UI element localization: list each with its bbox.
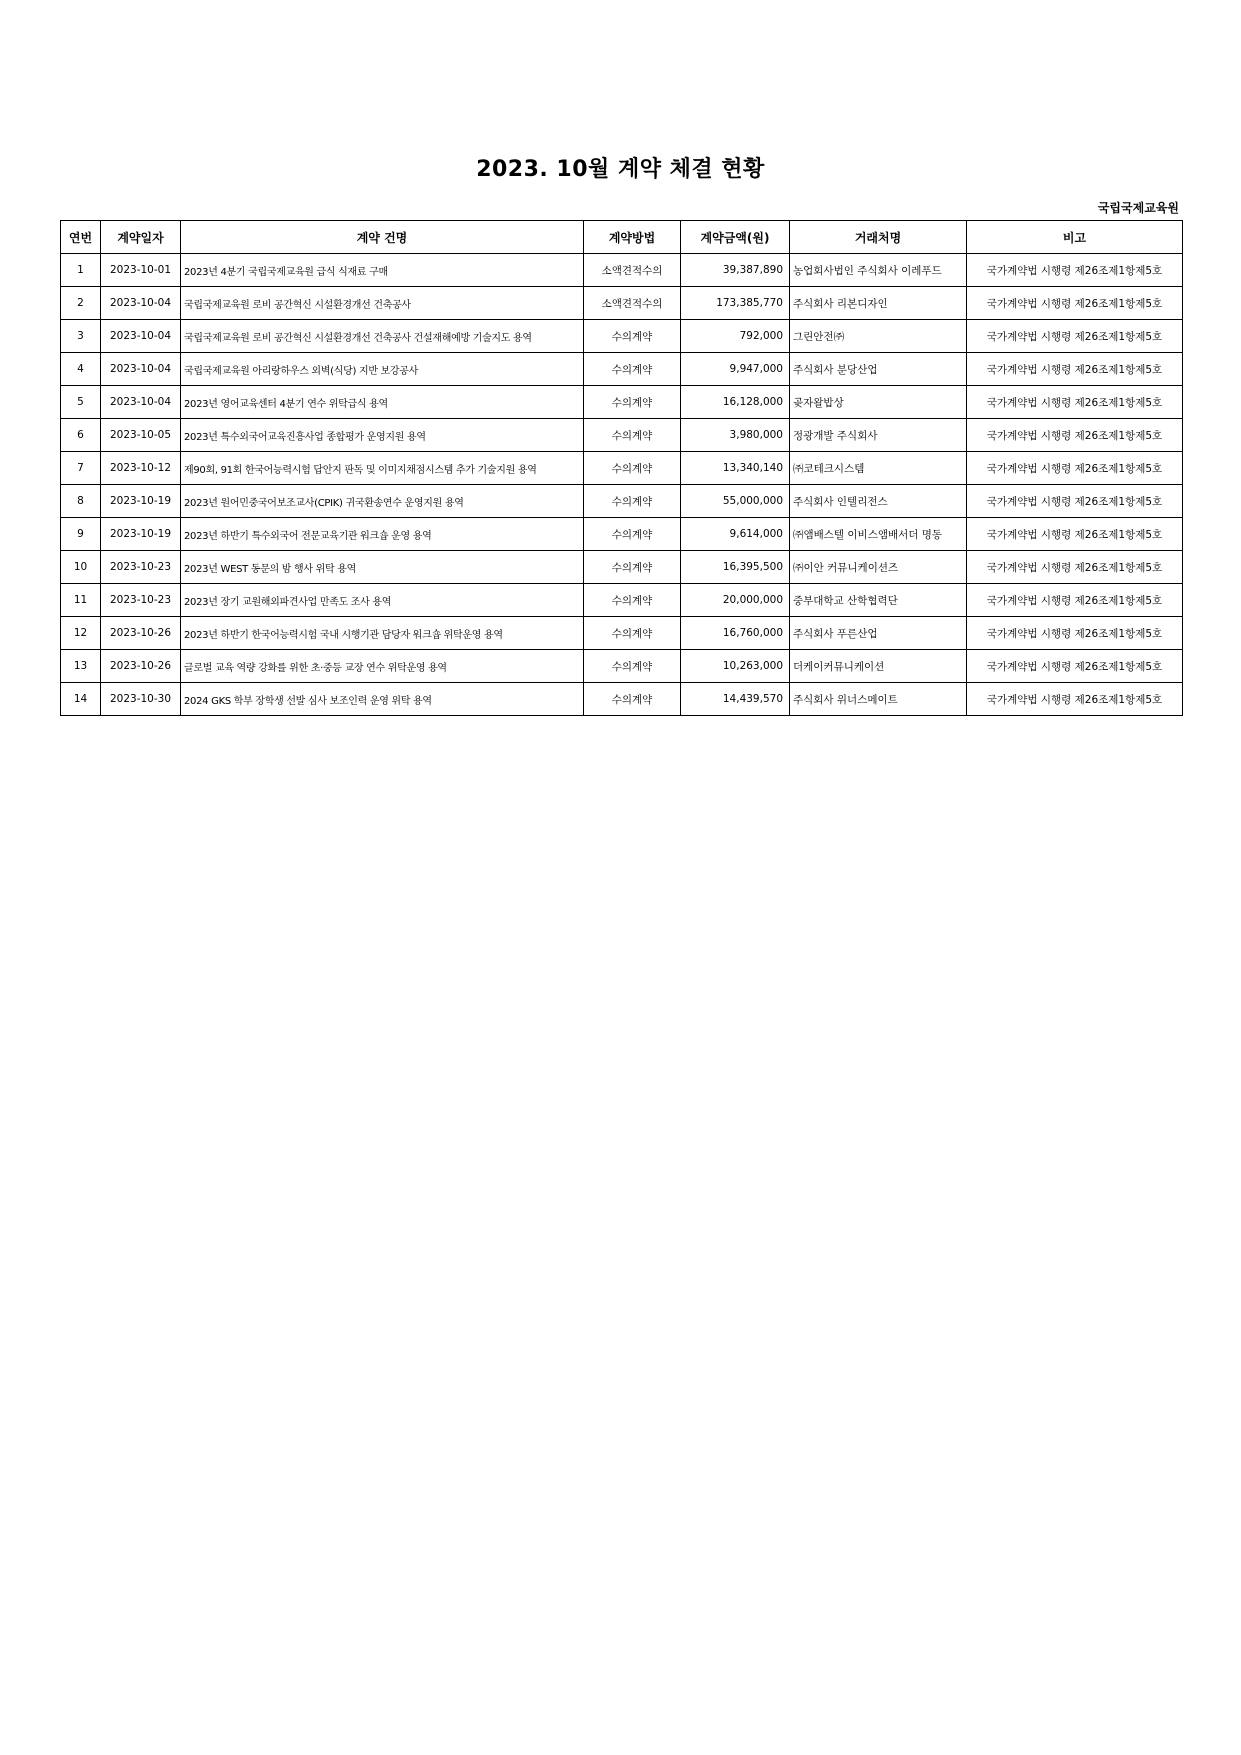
cell-no: 4 [61, 353, 101, 386]
cell-method: 수의계약 [584, 386, 681, 419]
cell-vendor: ㈜코테크시스템 [790, 452, 967, 485]
cell-amount: 9,947,000 [681, 353, 790, 386]
cell-note: 국가계약법 시행령 제26조제1항제5호 [967, 386, 1183, 419]
cell-no: 9 [61, 518, 101, 551]
cell-amount: 16,395,500 [681, 551, 790, 584]
cell-method: 수의계약 [584, 650, 681, 683]
cell-vendor: 정광개발 주식회사 [790, 419, 967, 452]
cell-date: 2023-10-19 [101, 485, 181, 518]
cell-no: 13 [61, 650, 101, 683]
cell-no: 5 [61, 386, 101, 419]
cell-amount: 16,128,000 [681, 386, 790, 419]
cell-date: 2023-10-04 [101, 386, 181, 419]
cell-vendor: 곶자왈밥상 [790, 386, 967, 419]
cell-vendor: 농업회사법인 주식회사 이레푸드 [790, 254, 967, 287]
cell-vendor: 중부대학교 산학협력단 [790, 584, 967, 617]
cell-vendor: 주식회사 분당산업 [790, 353, 967, 386]
header-no: 연번 [61, 221, 101, 254]
cell-note: 국가계약법 시행령 제26조제1항제5호 [967, 584, 1183, 617]
cell-no: 3 [61, 320, 101, 353]
header-amount: 계약금액(원) [681, 221, 790, 254]
cell-no: 12 [61, 617, 101, 650]
cell-method: 수의계약 [584, 584, 681, 617]
organization-name: 국립국제교육원 [1097, 201, 1179, 215]
cell-date: 2023-10-12 [101, 452, 181, 485]
cell-amount: 16,760,000 [681, 617, 790, 650]
cell-note: 국가계약법 시행령 제26조제1항제5호 [967, 683, 1183, 716]
cell-contract-name: 2023년 원어민중국어보조교사(CPIK) 귀국환송연수 운영지원 용역 [181, 485, 584, 518]
cell-contract-name: 2023년 하반기 특수외국어 전문교육기관 워크숍 운영 용역 [181, 518, 584, 551]
cell-note: 국가계약법 시행령 제26조제1항제5호 [967, 518, 1183, 551]
cell-amount: 3,980,000 [681, 419, 790, 452]
cell-contract-name: 2024 GKS 학부 장학생 선발 심사 보조인력 운영 위탁 용역 [181, 683, 584, 716]
cell-method: 수의계약 [584, 452, 681, 485]
cell-amount: 55,000,000 [681, 485, 790, 518]
cell-method: 수의계약 [584, 518, 681, 551]
table-row [61, 287, 1183, 320]
cell-contract-name: 2023년 하반기 한국어능력시험 국내 시행기관 담당자 워크숍 위탁운영 용역 [181, 617, 584, 650]
cell-vendor: 주식회사 푸른산업 [790, 617, 967, 650]
cell-vendor: 주식회사 위너스메이트 [790, 683, 967, 716]
cell-contract-name: 2023년 장기 교원해외파견사업 만족도 조사 용역 [181, 584, 584, 617]
cell-contract-name: 2023년 영어교육센터 4분기 연수 위탁급식 용역 [181, 386, 584, 419]
cell-date: 2023-10-26 [101, 650, 181, 683]
cell-vendor: 주식회사 리본디자인 [790, 287, 967, 320]
cell-amount: 9,614,000 [681, 518, 790, 551]
cell-method: 수의계약 [584, 683, 681, 716]
cell-method: 수의계약 [584, 551, 681, 584]
table-row [61, 518, 1183, 551]
cell-no: 1 [61, 254, 101, 287]
cell-vendor: ㈜이안 커뮤니케이션즈 [790, 551, 967, 584]
cell-no: 10 [61, 551, 101, 584]
cell-vendor: 그린안전㈜ [790, 320, 967, 353]
cell-date: 2023-10-01 [101, 254, 181, 287]
cell-method: 수의계약 [584, 485, 681, 518]
cell-no: 7 [61, 452, 101, 485]
header-contract-name: 계약 건명 [181, 221, 584, 254]
table-row [61, 650, 1183, 683]
cell-amount: 10,263,000 [681, 650, 790, 683]
cell-date: 2023-10-26 [101, 617, 181, 650]
cell-note: 국가계약법 시행령 제26조제1항제5호 [967, 254, 1183, 287]
cell-contract-name: 국립국제교육원 로비 공간혁신 시설환경개선 건축공사 [181, 287, 584, 320]
table-row [61, 254, 1183, 287]
cell-method: 수의계약 [584, 320, 681, 353]
cell-note: 국가계약법 시행령 제26조제1항제5호 [967, 419, 1183, 452]
cell-amount: 173,385,770 [681, 287, 790, 320]
cell-note: 국가계약법 시행령 제26조제1항제5호 [967, 287, 1183, 320]
cell-amount: 14,439,570 [681, 683, 790, 716]
cell-vendor: 주식회사 인텔리전스 [790, 485, 967, 518]
table-row [61, 320, 1183, 353]
cell-date: 2023-10-04 [101, 287, 181, 320]
header-method: 계약방법 [584, 221, 681, 254]
cell-vendor: 더케이커뮤니케이션 [790, 650, 967, 683]
table-row [61, 419, 1183, 452]
table-header-row [61, 221, 1183, 254]
cell-contract-name: 국립국제교육원 로비 공간혁신 시설환경개선 건축공사 건설재해예방 기술지도 용역 [181, 320, 584, 353]
page-title: 2023. 10월 계약 체결 현황 [476, 157, 765, 182]
cell-no: 6 [61, 419, 101, 452]
table-row [61, 485, 1183, 518]
cell-note: 국가계약법 시행령 제26조제1항제5호 [967, 485, 1183, 518]
cell-contract-name: 글로벌 교육 역량 강화를 위한 초·중등 교장 연수 위탁운영 용역 [181, 650, 584, 683]
header-vendor: 거래처명 [790, 221, 967, 254]
cell-amount: 39,387,890 [681, 254, 790, 287]
cell-amount: 20,000,000 [681, 584, 790, 617]
cell-date: 2023-10-05 [101, 419, 181, 452]
table-row [61, 452, 1183, 485]
cell-method: 수의계약 [584, 617, 681, 650]
cell-amount: 792,000 [681, 320, 790, 353]
table-row [61, 386, 1183, 419]
cell-method: 수의계약 [584, 353, 681, 386]
contract-table [60, 220, 1183, 716]
table-row [61, 683, 1183, 716]
cell-contract-name: 2023년 WEST 동문의 밤 행사 위탁 용역 [181, 551, 584, 584]
cell-note: 국가계약법 시행령 제26조제1항제5호 [967, 650, 1183, 683]
cell-date: 2023-10-23 [101, 584, 181, 617]
header-note: 비고 [967, 221, 1183, 254]
cell-note: 국가계약법 시행령 제26조제1항제5호 [967, 320, 1183, 353]
cell-date: 2023-10-04 [101, 320, 181, 353]
cell-contract-name: 2023년 4분기 국립국제교육원 급식 식재료 구매 [181, 254, 584, 287]
cell-no: 8 [61, 485, 101, 518]
header-date: 계약일자 [101, 221, 181, 254]
cell-note: 국가계약법 시행령 제26조제1항제5호 [967, 551, 1183, 584]
cell-note: 국가계약법 시행령 제26조제1항제5호 [967, 353, 1183, 386]
cell-date: 2023-10-30 [101, 683, 181, 716]
cell-note: 국가계약법 시행령 제26조제1항제5호 [967, 452, 1183, 485]
cell-contract-name: 2023년 특수외국어교육진흥사업 종합평가 운영지원 용역 [181, 419, 584, 452]
cell-note: 국가계약법 시행령 제26조제1항제5호 [967, 617, 1183, 650]
table-row [61, 353, 1183, 386]
cell-contract-name: 제90회, 91회 한국어능력시험 답안지 판독 및 이미지채점시스템 추가 기술지원 용역 [181, 452, 584, 485]
cell-method: 소액견적수의 [584, 287, 681, 320]
cell-method: 소액견적수의 [584, 254, 681, 287]
cell-method: 수의계약 [584, 419, 681, 452]
table-row [61, 584, 1183, 617]
cell-amount: 13,340,140 [681, 452, 790, 485]
cell-vendor: ㈜앰배스텔 이비스앰배서더 명동 [790, 518, 967, 551]
cell-no: 14 [61, 683, 101, 716]
cell-no: 11 [61, 584, 101, 617]
cell-date: 2023-10-04 [101, 353, 181, 386]
cell-date: 2023-10-23 [101, 551, 181, 584]
table-row [61, 551, 1183, 584]
table-row [61, 617, 1183, 650]
cell-no: 2 [61, 287, 101, 320]
cell-date: 2023-10-19 [101, 518, 181, 551]
cell-contract-name: 국립국제교육원 아리랑하우스 외벽(식당) 지반 보강공사 [181, 353, 584, 386]
